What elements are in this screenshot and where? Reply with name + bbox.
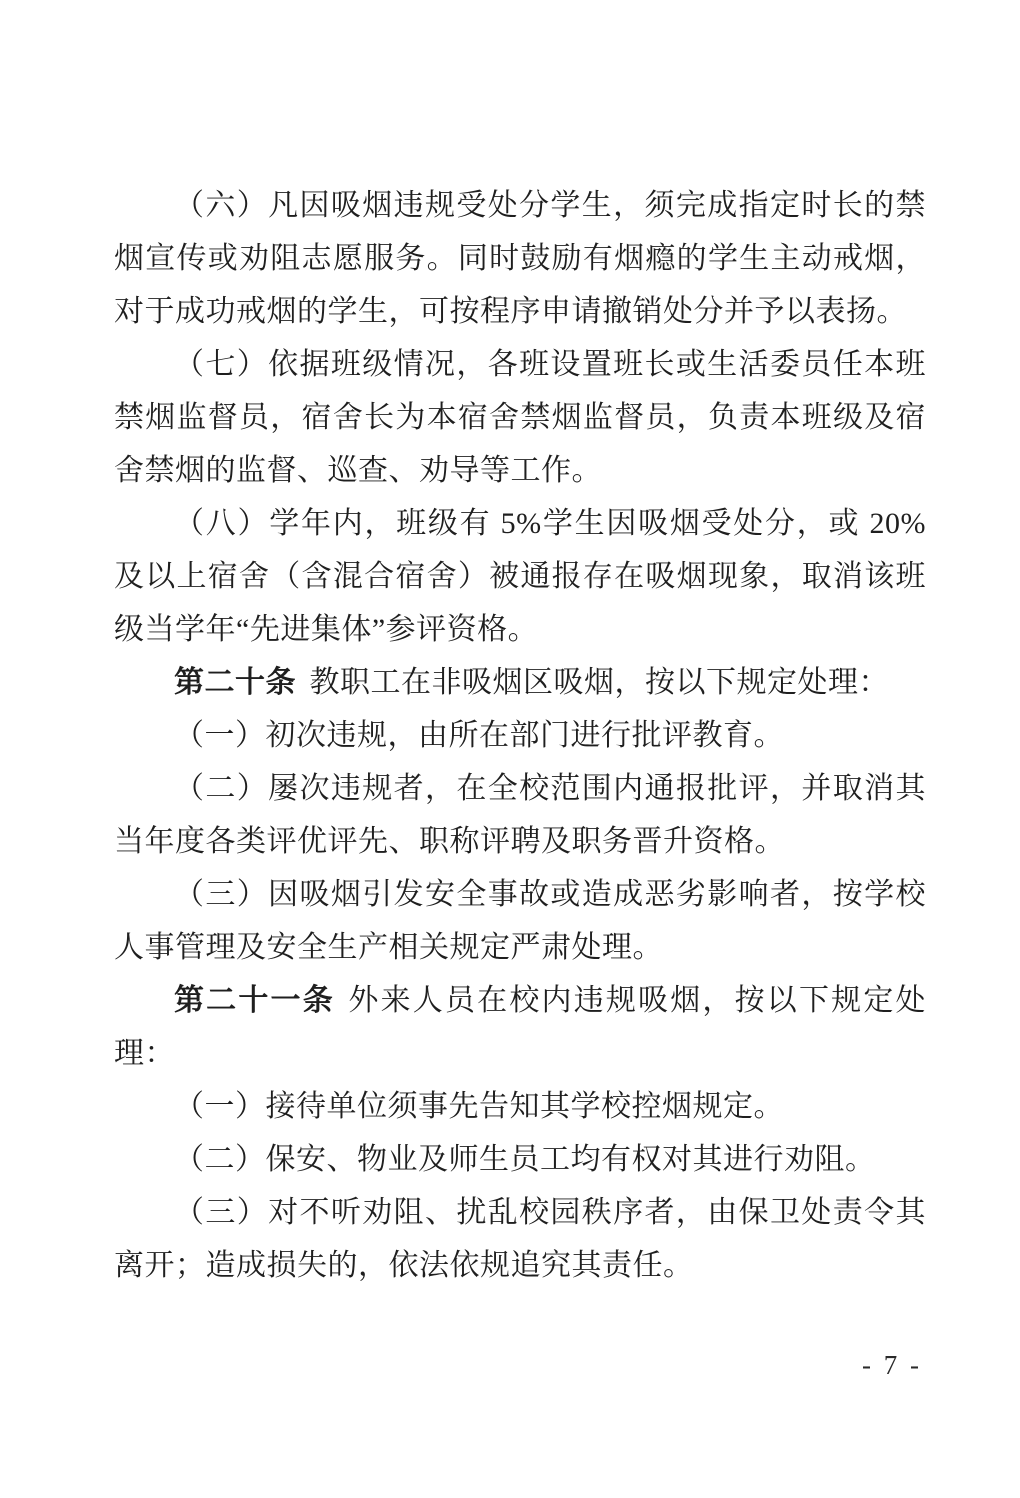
paragraph-text: （六）凡因吸烟违规受处分学生，须完成指定时长的禁烟宣传或劝阻志愿服务。同时鼓励有烟瘾的学生主动戒烟，对于成功戒烟的学生，可按程序申请撤销处分并予以表扬。 (114, 189, 926, 328)
article-number-bold: 第二十条 (174, 666, 296, 699)
paragraph-text: （一）接待单位须事先告知其学校控烟规定。 (174, 1090, 784, 1123)
paragraph-text: （一）初次违规，由所在部门进行批评教育。 (174, 719, 784, 752)
paragraph-text: （三）因吸烟引发安全事故或造成恶劣影响者，按学校人事管理及安全生产相关规定严肃处理。 (114, 878, 926, 964)
paragraph-text: （三）对不听劝阻、扰乱校园秩序者，由保卫处责令其离开；造成损失的，依法依规追究其责任。 (114, 1196, 926, 1282)
article-21-heading (114, 974, 926, 1080)
paragraph-text: （八）学年内，班级有 5%学生因吸烟受处分，或 20%及以上宿舍（含混合宿舍）被通报存在吸烟现象，取消该班级当学年“先进集体”参评资格。 (114, 507, 926, 646)
paragraph-text: 外来人员在校内违规吸烟，按以下规定处理： (114, 984, 927, 1070)
article-20-item-3 (114, 868, 926, 974)
paragraph-item-6 (114, 179, 926, 338)
article-20-heading (114, 656, 926, 709)
article-20-item-2 (114, 762, 926, 868)
paragraph-text: （二）屡次违规者，在全校范围内通报批评，并取消其当年度各类评优评先、职称评聘及职务晋升资格。 (114, 772, 926, 858)
article-21-item-1 (114, 1080, 926, 1133)
page-number: - 7 - (862, 1350, 922, 1380)
document-body (114, 179, 926, 1292)
paragraph-text: 教职工在非吸烟区吸烟，按以下规定处理： (309, 666, 889, 699)
paragraph-text: （二）保安、物业及师生员工均有权对其进行劝阻。 (174, 1143, 876, 1176)
paragraph-item-7 (114, 338, 926, 497)
article-number-bold: 第二十一条 (174, 984, 335, 1017)
paragraph-item-8 (114, 497, 926, 656)
article-20-item-1 (114, 709, 926, 762)
article-21-item-3 (114, 1186, 926, 1292)
article-21-item-2 (114, 1133, 926, 1186)
paragraph-text: （七）依据班级情况，各班设置班长或生活委员任本班禁烟监督员，宿舍长为本宿舍禁烟监督员，负责本班级及宿舍禁烟的监督、巡查、劝导等工作。 (114, 348, 926, 487)
